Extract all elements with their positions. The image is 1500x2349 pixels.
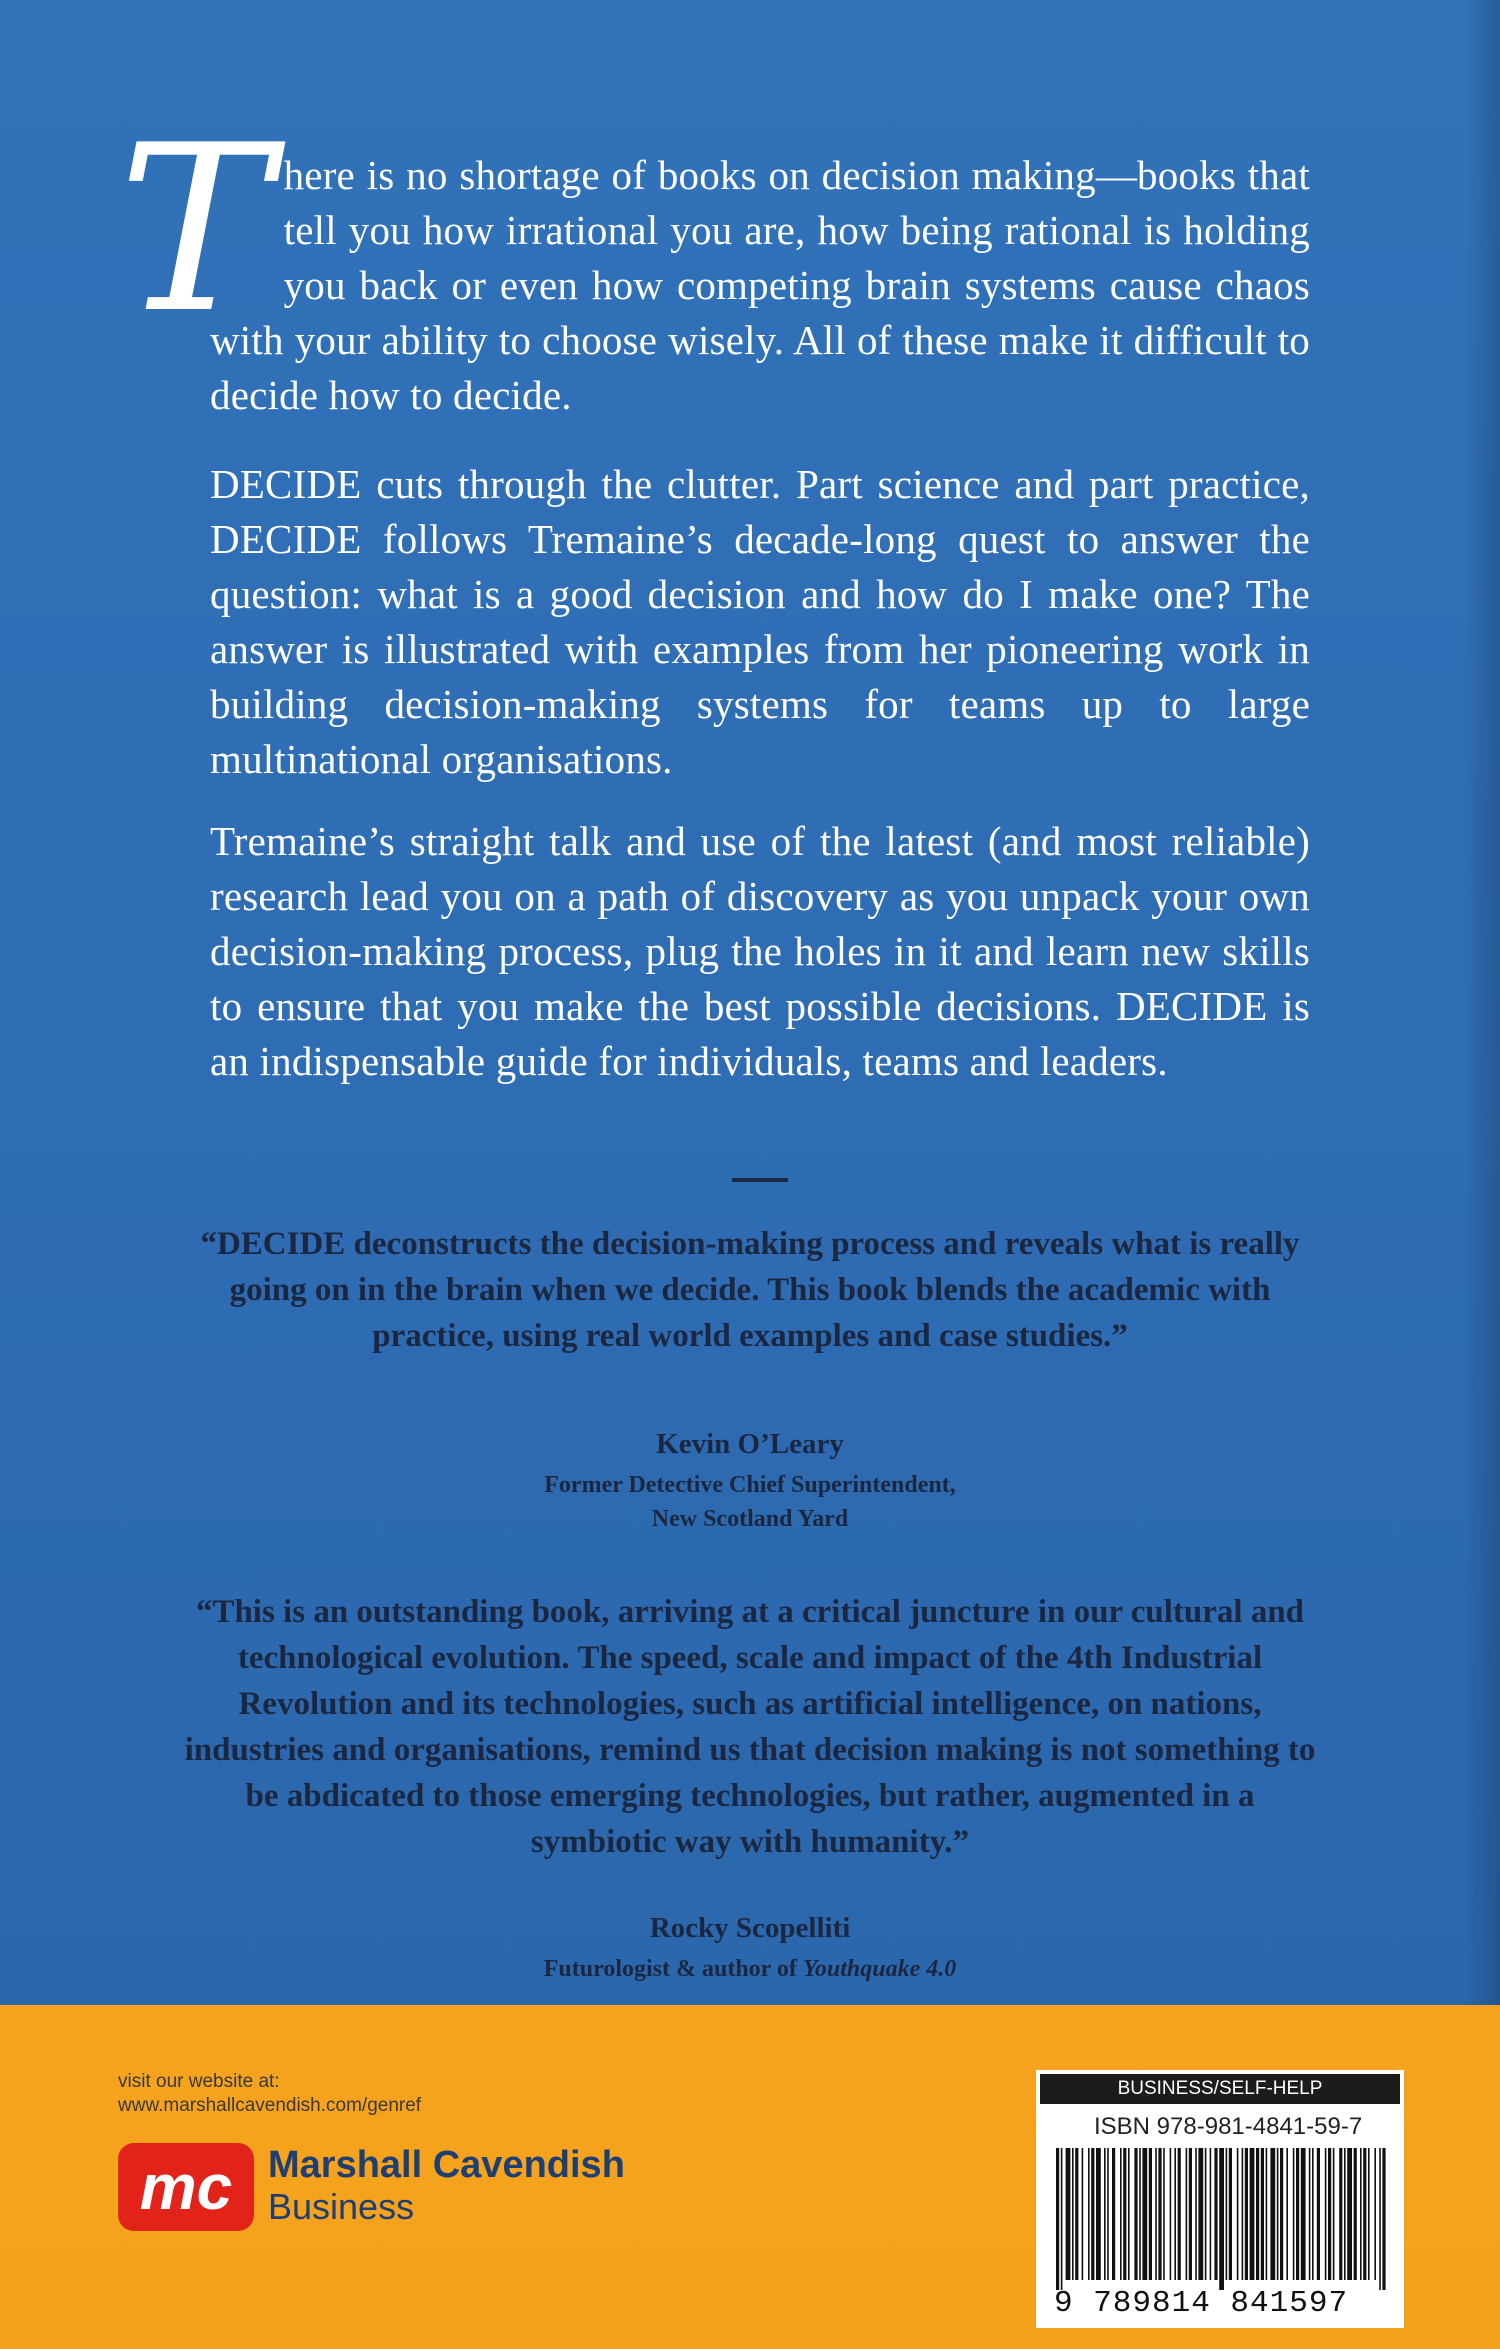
barcode-panel xyxy=(1036,2070,1404,2328)
brand-name: Marshall Cavendish xyxy=(268,2144,625,2186)
blurb-paragraph-1 xyxy=(118,97,1310,423)
website-block xyxy=(118,2070,421,2118)
endorser-book-title: Youthquake 4.0 xyxy=(802,1956,957,1982)
endorser-name-2: Rocky Scopelliti xyxy=(649,1912,851,1944)
section-divider xyxy=(732,1178,788,1182)
endorsement-quote-1: “DECIDE deconstructs the decision-making process and reveals what is really going on in the brain when we decide. This book blends the academic with practice, using real world examples and case studies.” xyxy=(200,1226,1300,1354)
barcode-digits: 9 789814 841597 xyxy=(1054,2286,1349,2321)
blurb-paragraph-3: Tremaine’s straight talk and use of the latest (and most reliable) research lead you on a path of discovery as you unpack your own decision-making process, plug the holes in it and learn new skills to ensure that you make the best possible decisions. DECIDE is an indispensable guide for individuals, teams and leaders. xyxy=(210,818,1310,1084)
blurb-paragraph-1-text: here is no shortage of books on decision making—books that tell you how irrational you are, how being rational is holding you back or even how competing brain systems cause chaos with your ability to choose wisely. All of these make it difficult to decide how to decide. xyxy=(210,152,1310,418)
endorser-title-1-line-1: Former Detective Chief Superintendent, xyxy=(544,1472,956,1498)
endorser-name-1: Kevin O’Leary xyxy=(656,1428,844,1460)
visit-label: visit our website at: xyxy=(118,2071,280,2092)
endorser-title-2 xyxy=(180,1953,1320,1985)
barcode-icon xyxy=(1056,2148,1386,2290)
endorsement-quote-2: “This is an outstanding book, arriving at a critical juncture in our cultural and technological evolution. The speed, scale and impact of the 4th Industrial Revolution and its technologies, such as artificial intelligence, on nations, industries and organisations, remind us that decision making is not something to be abdicated to those emerging technologies, but rather, augmented in a symbiotic way with humanity.” xyxy=(184,1594,1316,1860)
website-url[interactable]: www.marshallcavendish.com/genref xyxy=(118,2095,422,2116)
category-label: BUSINESS/SELF-HELP xyxy=(1040,2074,1400,2104)
publisher-brand xyxy=(268,2144,625,2228)
endorser-title-1-line-2: New Scotland Yard xyxy=(651,1506,849,1532)
logo-mark-text: mc xyxy=(139,2151,233,2223)
blurb-paragraph-2: DECIDE cuts through the clutter. Part science and part practice, DECIDE follows Tremaine’s decade-long quest to answer the question: what is a good decision and how do I make one? The answer is illustrated with examples from her pioneering work in building decision-making systems for teams up to large multinational organisations. xyxy=(210,461,1310,782)
spine-shadow xyxy=(1464,0,1500,2005)
endorser-title-2-prefix: Futurologist & author of xyxy=(543,1956,803,1982)
drop-cap: T xyxy=(118,97,272,364)
brand-imprint: Business xyxy=(268,2186,415,2227)
publisher-logo-icon xyxy=(118,2143,254,2231)
isbn-text: ISBN 978-981-4841-59-7 xyxy=(1094,2113,1363,2140)
